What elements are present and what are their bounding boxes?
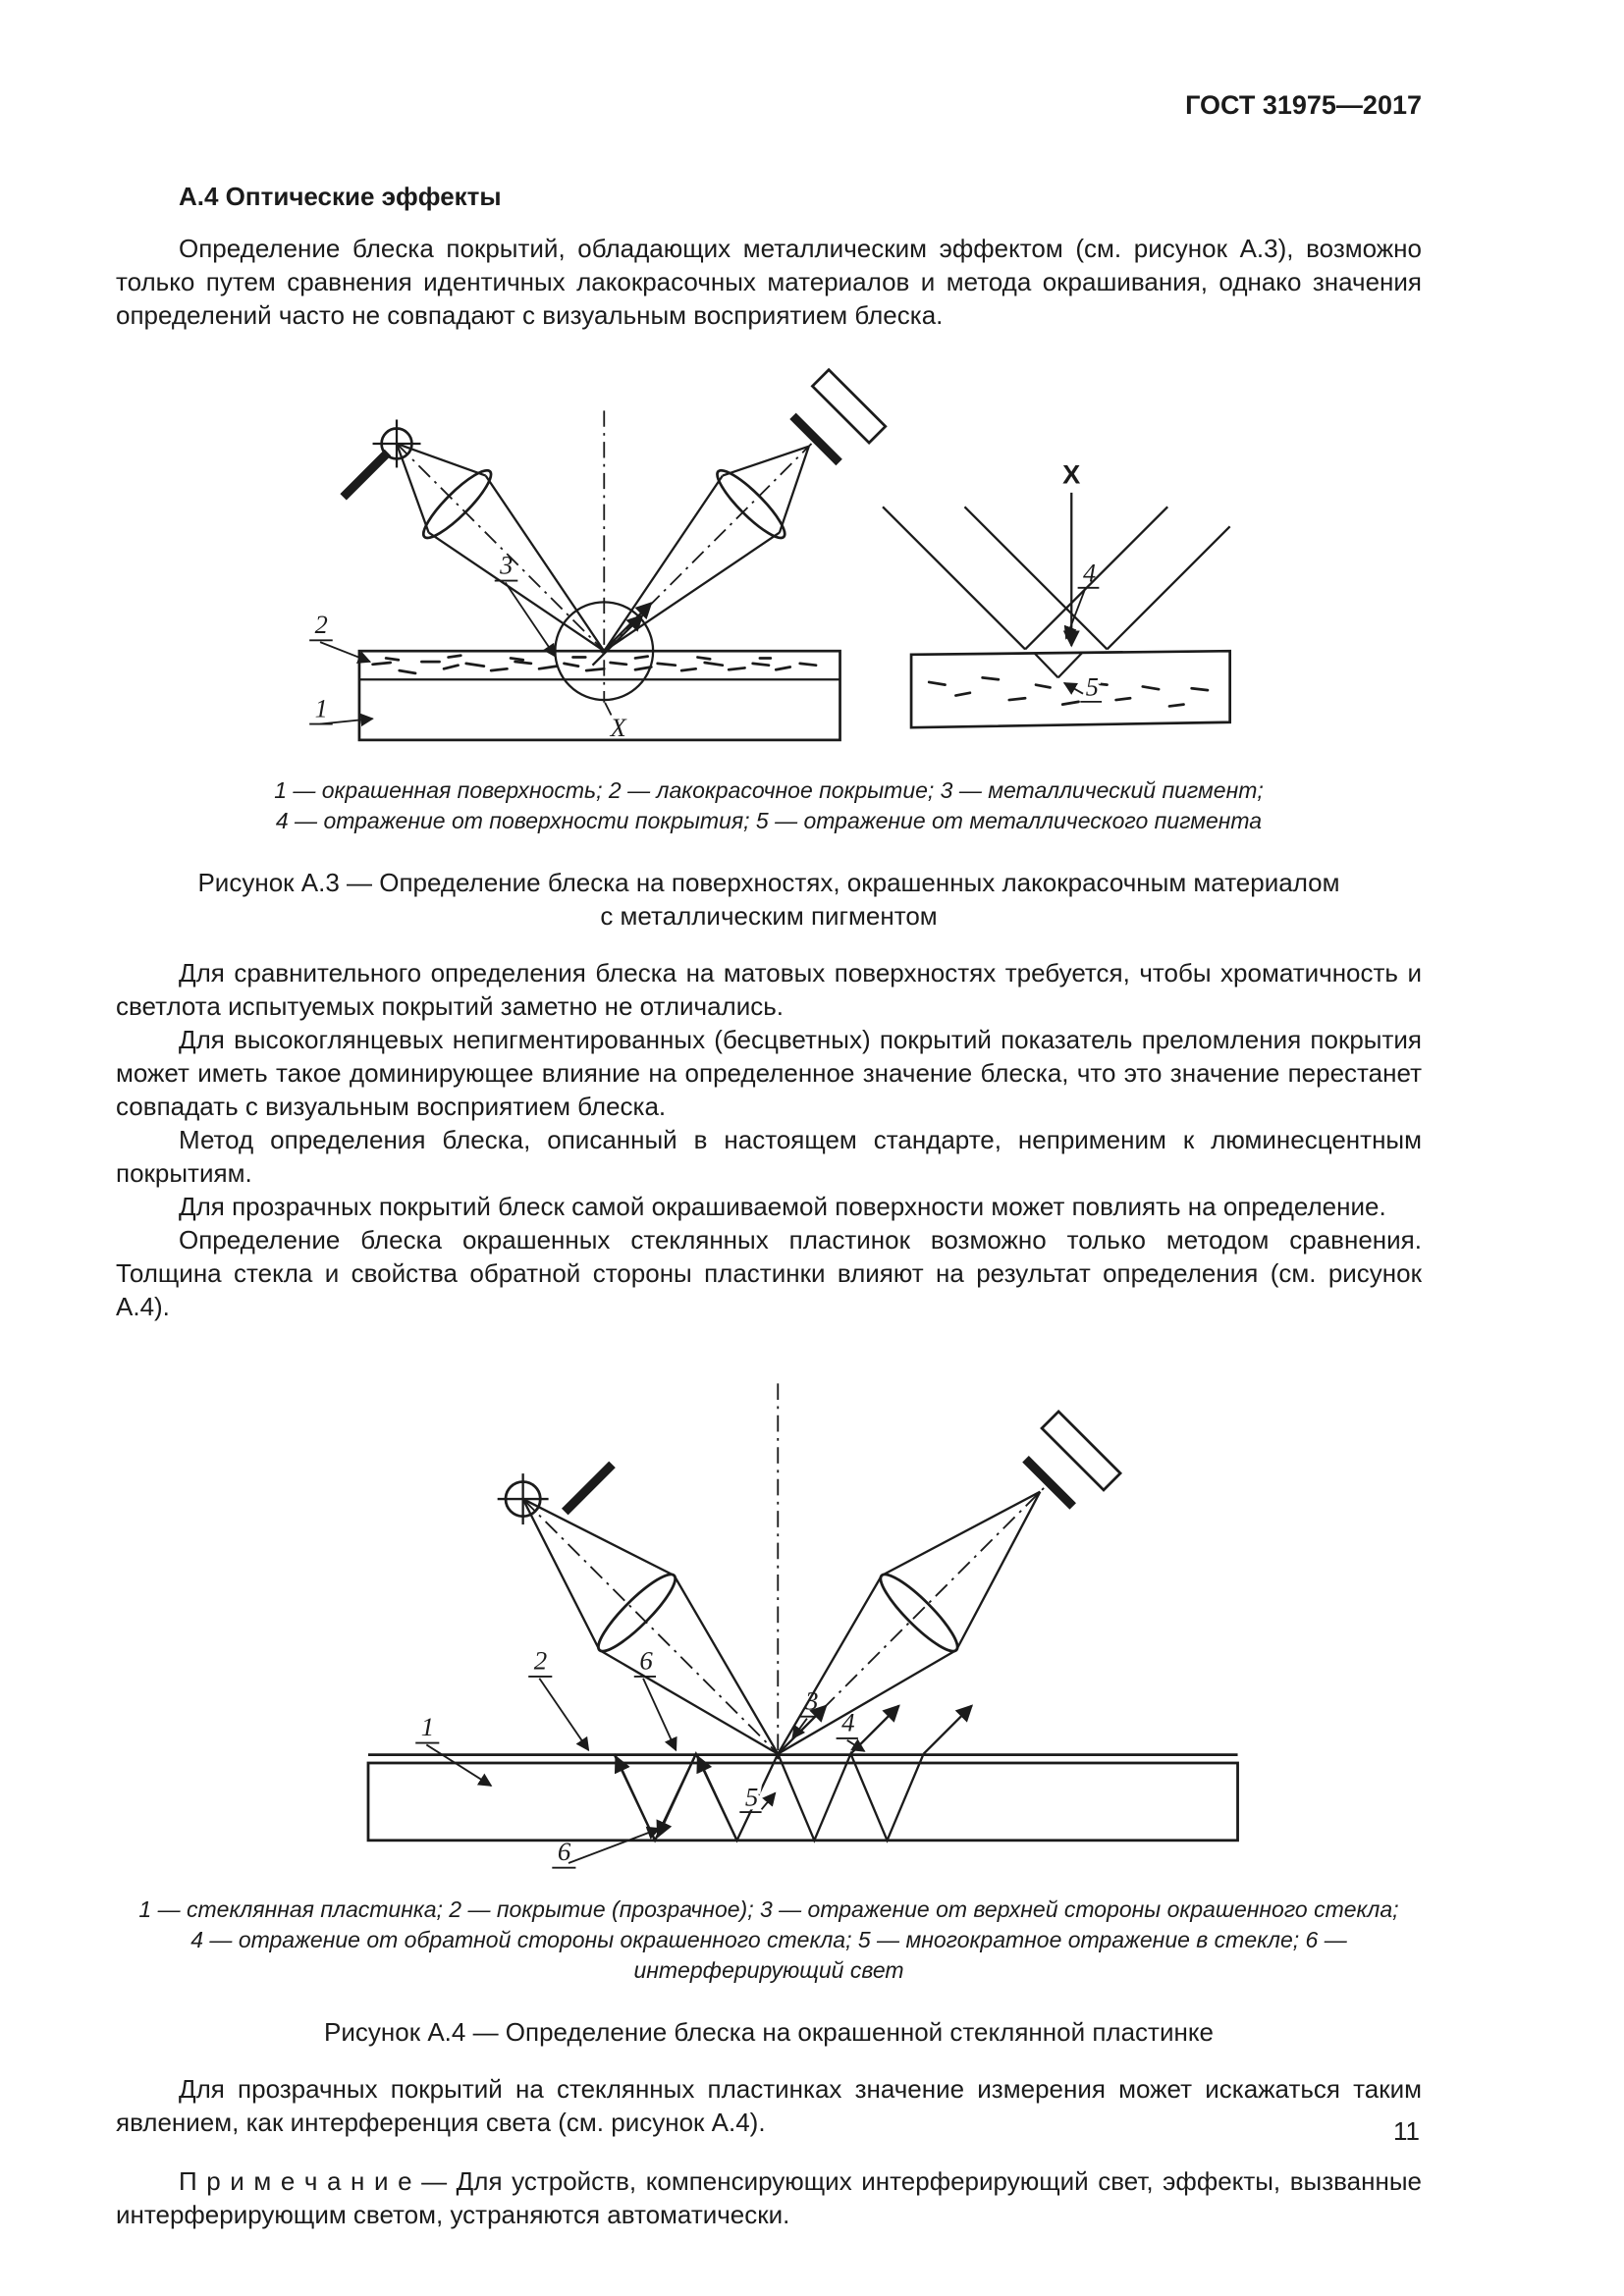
matt-surface [911, 651, 1230, 727]
fig-a4-title: Рисунок А.4 — Определение блеска на окрашенной стеклянной пластинке [324, 2017, 1214, 2047]
fig-a3-caption-line2: 4 — отражение от поверхности покрытия; 5 — отражение от металлического пигмента [275, 808, 1263, 833]
paragraph: Определение блеска окрашенных стеклянных пластинок возможно только методом сравнения. Толщина стекла и свойства обратной стороны пластинки влияют на результат определения (см. рисунок А.4). [116, 1225, 1422, 1321]
fig-a3-title-line1: Рисунок А.3 — Определение блеска на поверхностях, окрашенных лакокрасочным материалом [197, 868, 1340, 897]
paragraph: Для сравнительного определения блеска на матовых поверхностях требуется, чтобы хроматичность и светлота испытуемых покрытий заметно не отличались. [116, 958, 1422, 1021]
fig-a3-label-2: 2 [314, 611, 328, 640]
fig-a3-label-x-left: X [610, 714, 626, 743]
figure-a4 [116, 1349, 1422, 2049]
detector-icon [1042, 1412, 1120, 1490]
section-title: А.4 Оптические эффекты [179, 182, 502, 211]
detector-baffle [792, 416, 839, 462]
reflection-arrow [602, 603, 652, 653]
fig-a4-label-1: 1 [420, 1712, 435, 1742]
page-number: 11 [1393, 2116, 1420, 2146]
fig-a3-title-line2: с металлическим пигментом [600, 901, 938, 931]
fig-a4-caption-line1: 1 — стеклянная пластинка; 2 — покрытие (прозрачное); 3 — отражение от верхней стороны окрашенного стекла; [138, 1896, 1399, 1922]
paragraph: Метод определения блеска, описанный в настоящем стандарте, неприменим к люминесцентным покрытиям. [116, 1125, 1422, 1188]
paragraph: Для прозрачных покрытий на стеклянных пластинках значение измерения может искажаться таким явлением, как интерференция света (см. рисунок А.4). [116, 2074, 1422, 2137]
fig-a3-label-1: 1 [314, 694, 328, 723]
fig-a3-label-3: 3 [500, 551, 514, 580]
fig-a4-label-4: 4 [841, 1707, 855, 1737]
paragraph: Для высокоглянцевых непигментированных (бесцветных) покрытий показатель преломления покрытия может иметь такое доминирующее влияние на определенное значение блеска, что это значение перестанет совпадать с визуальным восприятием блеска. [116, 1025, 1422, 1121]
fig-a3-caption-line1: 1 — окрашенная поверхность; 2 — лакокрасочное покрытие; 3 — металлический пигмент; [274, 777, 1264, 803]
doc-number: ГОСТ 31975—2017 [1185, 90, 1422, 120]
glass-plate [368, 1755, 1238, 1841]
note-paragraph: П р и м е ч а н и е — Для устройств, компенсирующих интерферирующий свет, эффекты, вызванные интерферирующим светом, устраняются автоматически. [116, 2166, 1422, 2229]
fig-a4-label-5: 5 [744, 1782, 759, 1812]
fig-a4-caption-line2: 4 — отражение от обратной стороны окрашенного стекла; 5 — многократное отражение в стекле; 6 — интерферирующий свет [190, 1927, 1347, 1983]
paragraph: Для прозрачных покрытий блеск самой окрашиваемой поверхности может повлиять на определение. [179, 1192, 1386, 1221]
figure-a4-diagram [268, 1349, 1270, 1877]
figure-a3-diagram [288, 357, 1250, 758]
source-baffle [565, 1465, 612, 1512]
fig-a3-label-x-right: X [1062, 458, 1081, 490]
figure-a3 [116, 357, 1422, 933]
page-content [116, 90, 1422, 2231]
fig-a4-label-6-bottom: 6 [557, 1837, 571, 1867]
fig-a4-label-6-top: 6 [639, 1645, 653, 1676]
fig-a3-label-5: 5 [1085, 672, 1099, 702]
paragraph: Определение блеска покрытий, обладающих металлическим эффектом (см. рисунок А.3), возможно только путем сравнения идентичных лакокрасочных материалов и метода окрашивания, однако значения определений часто не совпадают с визуальным восприятием блеска. [116, 234, 1422, 330]
incident-beam [523, 1499, 779, 1754]
fig-a3-title [116, 866, 1422, 933]
fig-a4-label-3: 3 [805, 1685, 819, 1716]
fig-a3-label-4: 4 [1083, 559, 1097, 588]
detector-icon [812, 370, 885, 443]
fig-a4-label-2: 2 [533, 1645, 548, 1676]
incident-beam [397, 444, 604, 651]
painted-surface [359, 651, 840, 743]
source-baffle [344, 453, 388, 497]
